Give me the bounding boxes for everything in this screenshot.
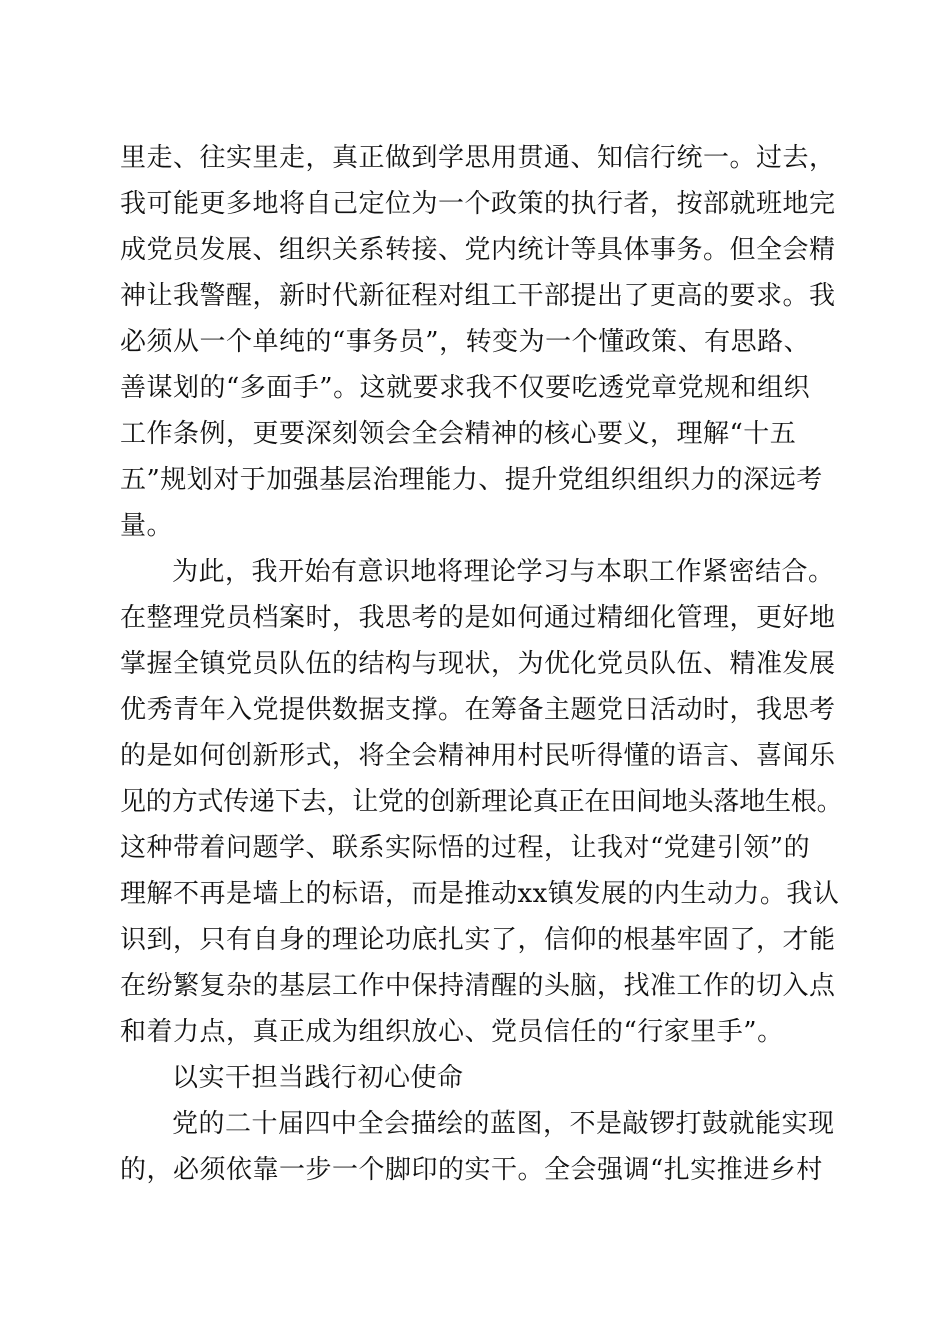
text-line-11: 在整理党员档案时，我思考的是如何通过精细化管理，更好地: [120, 603, 836, 633]
text-line-7: 工作条例，更要深刻领会全会精神的核心要义，理解“十五: [120, 419, 797, 449]
text-line-1: 里走、往实里走，真正做到学思用贯通、知信行统一。过去，: [120, 143, 836, 173]
text-line-8: 五”规划对于加强基层治理能力、提升党组织组织力的深远考: [120, 465, 823, 495]
text-line-6: 善谋划的“多面手”。这就要求我不仅要吃透党章党规和组织: [120, 373, 811, 403]
text-line-5: 必须从一个单纯的“事务员”，转变为一个懂政策、有思路、: [120, 327, 811, 357]
text-line-3: 成党员发展、组织关系转接、党内统计等具体事务。但全会精: [120, 235, 836, 265]
text-line-16: 这种带着问题学、联系实际悟的过程，让我对“党建引领”的: [120, 833, 811, 863]
text-line-19: 在纷繁复杂的基层工作中保持清醒的头脑，找准工作的切入点: [120, 971, 836, 1001]
text-line-4: 神让我警醒，新时代新征程对组工干部提出了更高的要求。我: [120, 281, 836, 311]
text-line-17: 理解不再是墙上的标语，而是推动xx镇发展的内生动力。我认: [120, 879, 840, 909]
text-line-20: 和着力点，真正成为组织放心、党员信任的“行家里手”。: [120, 1017, 784, 1047]
text-line-18: 识到，只有自身的理论功底扎实了，信仰的根基牢固了，才能: [120, 925, 836, 955]
text-line-2: 我可能更多地将自己定位为一个政策的执行者，按部就班地完: [120, 189, 836, 219]
text-line-9: 量。: [120, 511, 174, 541]
text-line-15: 见的方式传递下去，让党的创新理论真正在田间地头落地生根。: [120, 787, 843, 817]
text-line-23: 的，必须依靠一步一个脚印的实干。全会强调“扎实推进乡村: [120, 1155, 823, 1185]
text-line-12: 掌握全镇党员队伍的结构与现状，为优化党员队伍、精准发展: [120, 649, 836, 679]
text-line-13: 优秀青年入党提供数据支撑。在筹备主题党日活动时，我思考: [120, 695, 836, 725]
text-line-14: 的是如何创新形式，将全会精神用村民听得懂的语言、喜闻乐: [120, 741, 836, 771]
section-heading: 以实干担当践行初心使命: [172, 1063, 464, 1093]
document-body: [120, 135, 843, 1193]
paragraph-start-line: 为此，我开始有意识地将理论学习与本职工作紧密结合。: [172, 557, 835, 587]
paragraph-start-line: 党的二十届四中全会描绘的蓝图，不是敲锣打鼓就能实现: [172, 1109, 835, 1139]
